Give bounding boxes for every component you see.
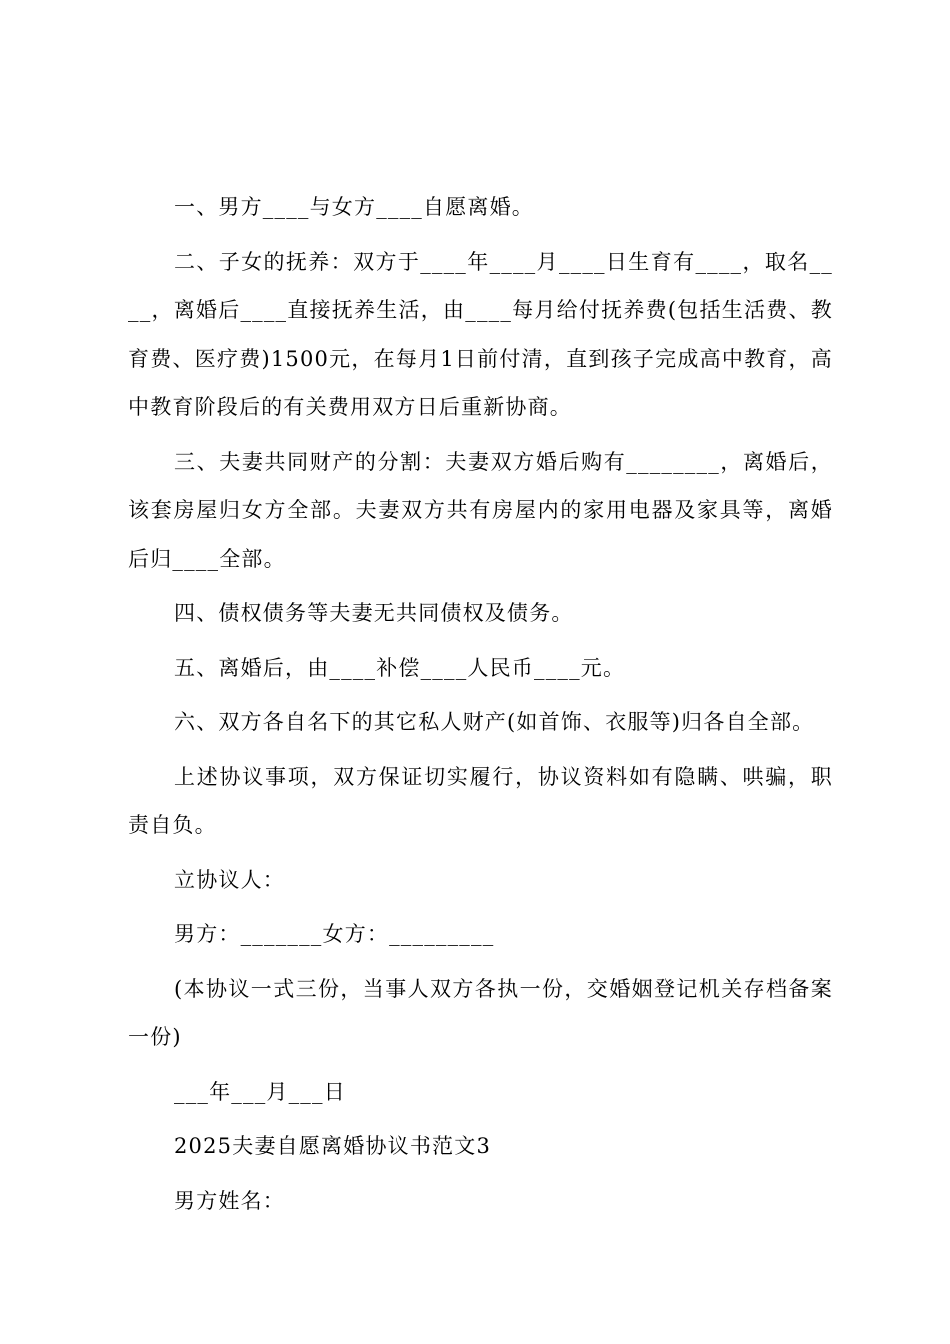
clause-3-property-division: 三、夫妻共同财产的分割：夫妻双方婚后购有________，离婚后，该套房屋归女方全部。夫妻双方共有房屋内的家用电器及家具等，离婚后归____全部。 [128, 449, 833, 571]
clause-5-compensation: 五、离婚后，由____补偿____人民币____元。 [174, 655, 626, 680]
signature-line: 男方：_______女方：_________ [174, 922, 495, 946]
copies-note: (本协议一式三份，当事人双方各执一份，交婚姻登记机关存档备案一份) [128, 976, 833, 1049]
section-title: 2025夫妻自愿离婚协议书范文3 [174, 1134, 492, 1158]
male-name-label: 男方姓名： [174, 1188, 285, 1213]
clause-6-private-property: 六、双方各自名下的其它私人财产(如首饰、衣服等)归各自全部。 [174, 710, 815, 734]
clause-1-parties: 一、男方____与女方____自愿离婚。 [174, 195, 534, 219]
date-line: ___年___月___日 [174, 1079, 346, 1104]
document-page [128, 0, 833, 1225]
clause-guarantee: 上述协议事项，双方保证切实履行，协议资料如有隐瞒、哄骗，职责自负。 [128, 764, 833, 837]
signatories-label: 立协议人： [174, 867, 285, 892]
clause-2-child-custody: 二、子女的抚养：双方于____年____月____日生育有____，取名____，离婚后____直接抚养生活，由____每月给付抚养费(包括生活费、教育费、医疗费)1500元，在每月1日前付清，直到孩子完成高中教育，高中教育阶段后的有关费用双方日后重新协商。 [128, 249, 833, 419]
clause-4-debts: 四、债权债务等夫妻无共同债权及债务。 [174, 601, 574, 625]
